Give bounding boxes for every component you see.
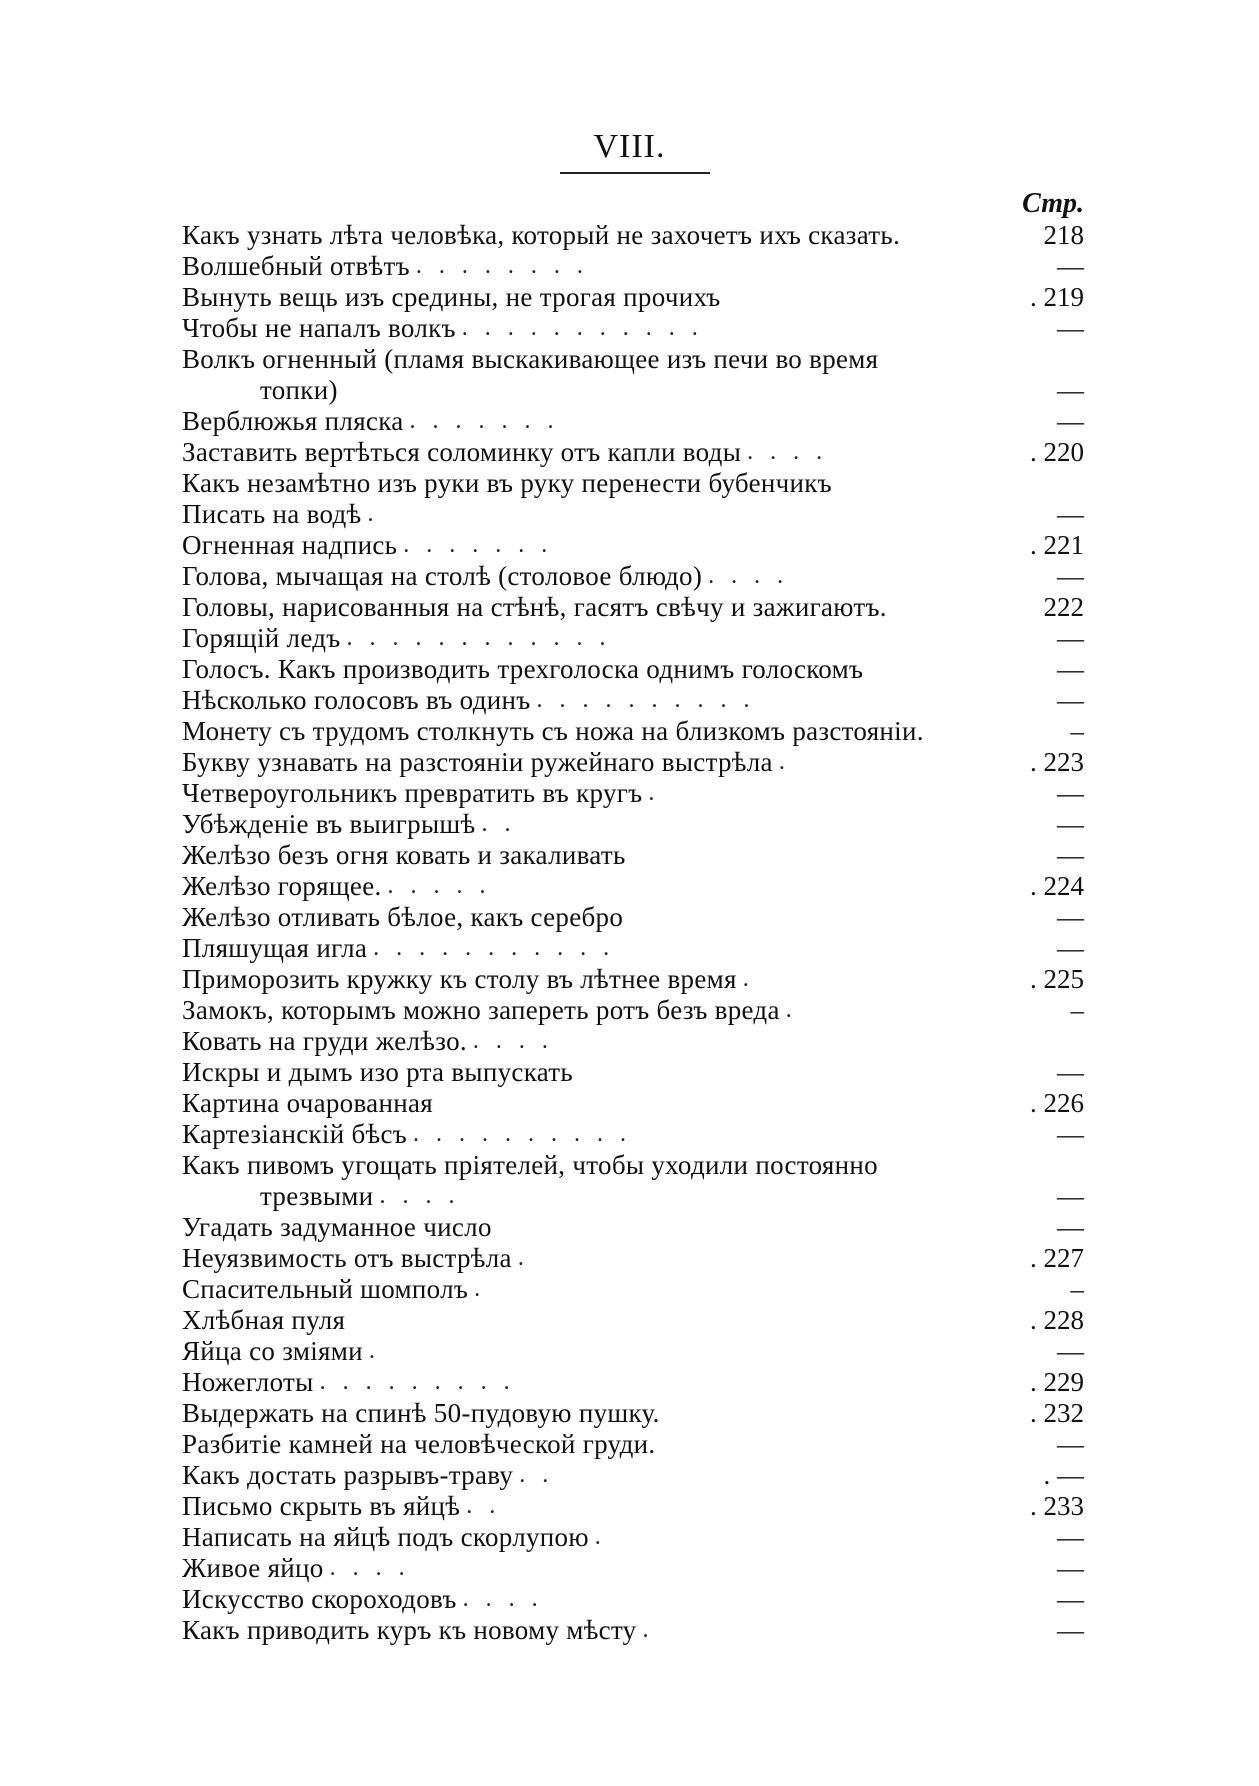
toc-entry [182, 406, 1084, 437]
toc-dot-leader: ........... [373, 935, 627, 961]
toc-entry [182, 1615, 1084, 1646]
toc-entry-title: Убѣжденіе въ выигрышѣ [182, 809, 476, 839]
toc-dot-leader: .... [462, 1586, 555, 1612]
toc-entry-title: Желѣзо горящее. [182, 871, 382, 901]
toc-entry-title: Замокъ, которымъ можно запереть ротъ безъ вреда [182, 995, 780, 1025]
toc-entry-page: — [1057, 1181, 1084, 1211]
toc-entry-page: . 227 [1030, 1243, 1084, 1273]
toc-entry-page: — [1057, 1522, 1084, 1552]
toc-entry-title: Какъ приводить куръ къ новому мѣсту [182, 1615, 637, 1645]
toc-entry-page: . 219 [1030, 282, 1084, 312]
toc-entry [182, 561, 1084, 592]
toc-entry-title: Четвероугольникъ превратить въ кругъ [182, 778, 643, 808]
toc-dot-leader: . [742, 966, 766, 992]
toc-entry-title: Какъ незамѣтно изъ руки въ руку перенести бубенчикъ [182, 468, 832, 498]
toc-entry-page: . 220 [1030, 437, 1084, 467]
toc-entry-title: Картина очарованная [182, 1088, 433, 1118]
toc-entry [182, 1553, 1084, 1584]
toc-dot-leader: . [778, 749, 802, 775]
toc-entry-page: . — [1043, 1460, 1084, 1490]
toc-entry [182, 964, 1084, 995]
toc-dot-leader: . [517, 1245, 541, 1271]
toc-entry-page: . 228 [1030, 1305, 1084, 1335]
toc-entry [182, 685, 1084, 716]
toc-entry-page: — [1057, 1429, 1084, 1459]
toc-entry [182, 282, 1084, 313]
toc-entry-title: Разбитіе камней на человѣческой груди. [182, 1429, 656, 1459]
toc-entry [182, 1491, 1084, 1522]
toc-entry [182, 1305, 1084, 1336]
toc-entry [182, 1584, 1084, 1615]
toc-entry-title: Хлѣбная пуля [182, 1305, 346, 1335]
toc-entry-page: — [1057, 933, 1084, 963]
toc-entry [182, 778, 1084, 809]
toc-entry-title: Картезіанскій бѣсъ [182, 1119, 408, 1149]
toc-entry-page: . 224 [1030, 871, 1084, 901]
toc-entry-title: Букву узнавать на разстояніи ружейнаго выстрѣла [182, 747, 773, 777]
toc-entry-page: — [1057, 1336, 1084, 1366]
toc-entry-page: — [1057, 251, 1084, 281]
toc-dot-leader: ........ [415, 253, 600, 279]
toc-entry [182, 375, 1084, 406]
toc-entry [182, 592, 1084, 623]
toc-entry-page: — [1057, 685, 1084, 715]
toc-entry [182, 1336, 1084, 1367]
toc-dot-leader: . [785, 997, 809, 1023]
toc-entry-title: Какъ узнать лѣта человѣка, который не захочетъ ихъ сказать. [182, 220, 901, 250]
toc-entry-page: . 232 [1030, 1398, 1084, 1428]
toc-entry-title: Монету съ трудомъ столкнуть съ ножа на близкомъ разстояніи. [182, 716, 924, 746]
toc-entry-title: Чтобы не напалъ волкъ [182, 313, 456, 343]
toc-entry [182, 1057, 1084, 1088]
toc-entry-title: Написать на яйцѣ подъ скорлупою [182, 1522, 589, 1552]
table-of-contents [182, 220, 1084, 1646]
toc-dot-leader: ....... [403, 532, 565, 558]
toc-entry [182, 220, 1084, 251]
toc-entry-page: — [1057, 1553, 1084, 1583]
toc-entry-title: Верблюжья пляска [182, 406, 404, 436]
toc-entry [182, 1088, 1084, 1119]
toc-entry-page: — [1057, 499, 1084, 529]
toc-entry-page: — [1057, 375, 1084, 405]
toc-entry-title: Писать на водѣ [182, 499, 362, 529]
toc-entry-page: — [1057, 1119, 1084, 1149]
toc-entry [182, 468, 1084, 499]
toc-entry-page: — [1057, 1584, 1084, 1614]
toc-entry [182, 871, 1084, 902]
toc-entry [182, 747, 1084, 778]
toc-entry [182, 1243, 1084, 1274]
toc-dot-leader: .. [519, 1462, 566, 1488]
toc-entry-title: Выдержать на спинѣ 50-пудовую пушку. [182, 1398, 660, 1428]
toc-entry [182, 1460, 1084, 1491]
toc-entry [182, 933, 1084, 964]
toc-entry-title: Волшебный отвѣтъ [182, 251, 410, 281]
toc-entry-title: Какъ пивомъ угощать пріятелей, чтобы уходили постоянно [182, 1150, 878, 1180]
toc-entry [182, 654, 1084, 685]
toc-entry-page: . 223 [1030, 747, 1084, 777]
toc-dot-leader: .... [747, 439, 840, 465]
toc-dot-leader: . [367, 501, 391, 527]
toc-entry [182, 313, 1084, 344]
toc-dot-leader: .......... [413, 1121, 644, 1147]
toc-entry-title: Ковать на груди желѣзо. [182, 1026, 467, 1056]
toc-dot-leader: .. [466, 1493, 513, 1519]
toc-entry-page: — [1057, 313, 1084, 343]
toc-entry-page: – [1070, 1274, 1084, 1304]
toc-entry-title: Заставить вертѣться соломинку отъ капли воды [182, 437, 742, 467]
toc-entry-title: трезвыми [260, 1181, 374, 1211]
toc-entry-page: — [1057, 902, 1084, 932]
page-number: VIII. [593, 128, 666, 165]
toc-entry [182, 809, 1084, 840]
toc-entry [182, 1522, 1084, 1553]
toc-entry [182, 1119, 1084, 1150]
toc-dot-leader: . [594, 1524, 618, 1550]
toc-dot-leader: ........... [461, 315, 715, 341]
toc-entry-title: Волкъ огненный (пламя выскакивающее изъ печи во время [182, 344, 879, 374]
toc-entry-title: топки) [260, 375, 338, 405]
toc-dot-leader: ............ [346, 625, 623, 651]
toc-entry-page: – [1070, 995, 1084, 1025]
toc-entry-page: . 233 [1030, 1491, 1084, 1521]
toc-dot-leader: .... [329, 1555, 422, 1581]
toc-entry-title: Головы, нарисованныя на стѣнѣ, гасятъ свѣчу и зажигаютъ. [182, 592, 887, 622]
toc-entry-page: — [1057, 654, 1084, 684]
toc-entry-title: Письмо скрыть въ яйцѣ [182, 1491, 461, 1521]
toc-dot-leader: .... [379, 1183, 472, 1209]
toc-dot-leader: .... [708, 563, 801, 589]
toc-entry [182, 344, 1084, 375]
toc-entry-title: Нѣсколько голосовъ въ одинъ [182, 685, 531, 715]
toc-dot-leader: . [368, 1338, 392, 1364]
toc-entry [182, 251, 1084, 282]
toc-entry-title: Искры и дымъ изо рта выпускать [182, 1057, 574, 1087]
toc-entry-page: 218 [1043, 220, 1084, 250]
toc-entry-page: — [1057, 561, 1084, 591]
toc-dot-leader: . [648, 780, 672, 806]
toc-entry-title: Желѣзо отливать бѣлое, какъ серебро [182, 902, 624, 932]
toc-entry-title: Пляшущая игла [182, 933, 368, 963]
toc-entry-page: — [1057, 778, 1084, 808]
toc-entry-title: Горящій ледъ [182, 623, 341, 653]
toc-entry-page: 222 [1043, 592, 1084, 622]
toc-entry-title: Вынуть вещь изъ средины, не трогая прочихъ [182, 282, 721, 312]
header-rule [560, 172, 710, 174]
toc-entry-title: Голова, мычащая на столѣ (столовое блюдо) [182, 561, 703, 591]
toc-entry [182, 437, 1084, 468]
toc-entry [182, 840, 1084, 871]
toc-entry-title: Приморозить кружку къ столу въ лѣтнее время [182, 964, 737, 994]
toc-entry [182, 995, 1084, 1026]
toc-entry-page: — [1057, 809, 1084, 839]
page-column-header: Стр. [1022, 188, 1084, 219]
toc-entry-title: Живое яйцо [182, 1553, 324, 1583]
toc-entry-page: . 221 [1030, 530, 1084, 560]
toc-entry-page: — [1057, 840, 1084, 870]
toc-entry [182, 623, 1084, 654]
toc-entry-page: . 225 [1030, 964, 1084, 994]
toc-dot-leader: .... [472, 1028, 565, 1054]
toc-entry-page: — [1057, 623, 1084, 653]
toc-entry-title: Огненная надпись [182, 530, 398, 560]
toc-entry-title: Спасительный шомполъ [182, 1274, 469, 1304]
toc-entry [182, 1398, 1084, 1429]
toc-dot-leader: .. [481, 811, 528, 837]
toc-entry [182, 530, 1084, 561]
toc-entry [182, 1429, 1084, 1460]
toc-entry-page: . 226 [1030, 1088, 1084, 1118]
toc-dot-leader: ......... [319, 1369, 527, 1395]
toc-entry-title: Желѣзо безъ огня ковать и закаливать [182, 840, 626, 870]
toc-dot-leader: .......... [536, 687, 767, 713]
toc-dot-leader: . [642, 1617, 666, 1643]
toc-entry [182, 1026, 1084, 1057]
toc-entry-title: Голосъ. Какъ производить трехголоска однимъ голоскомъ [182, 654, 864, 684]
toc-entry-page: — [1057, 1212, 1084, 1242]
toc-dot-leader: ..... [387, 873, 503, 899]
toc-entry-title: Неуязвимость отъ выстрѣла [182, 1243, 512, 1273]
toc-dot-leader: ....... [409, 408, 571, 434]
toc-entry-page: – [1070, 716, 1084, 746]
toc-entry-title: Угадать задуманное число [182, 1212, 492, 1242]
toc-entry [182, 1367, 1084, 1398]
toc-entry [182, 1150, 1084, 1181]
toc-entry [182, 716, 1084, 747]
toc-entry-page: — [1057, 406, 1084, 436]
toc-entry-title: Ножеглоты [182, 1367, 314, 1397]
toc-dot-leader: . [474, 1276, 498, 1302]
toc-entry-page: — [1057, 1057, 1084, 1087]
toc-entry-page: . 229 [1030, 1367, 1084, 1397]
toc-entry [182, 902, 1084, 933]
toc-entry [182, 499, 1084, 530]
toc-entry [182, 1181, 1084, 1212]
toc-entry-title: Яйца со зміями [182, 1336, 363, 1366]
toc-entry-title: Искусство скороходовъ [182, 1584, 457, 1614]
toc-entry [182, 1274, 1084, 1305]
toc-entry-title: Какъ достать разрывъ-траву [182, 1460, 514, 1490]
toc-entry-page: — [1057, 1615, 1084, 1645]
toc-entry [182, 1212, 1084, 1243]
